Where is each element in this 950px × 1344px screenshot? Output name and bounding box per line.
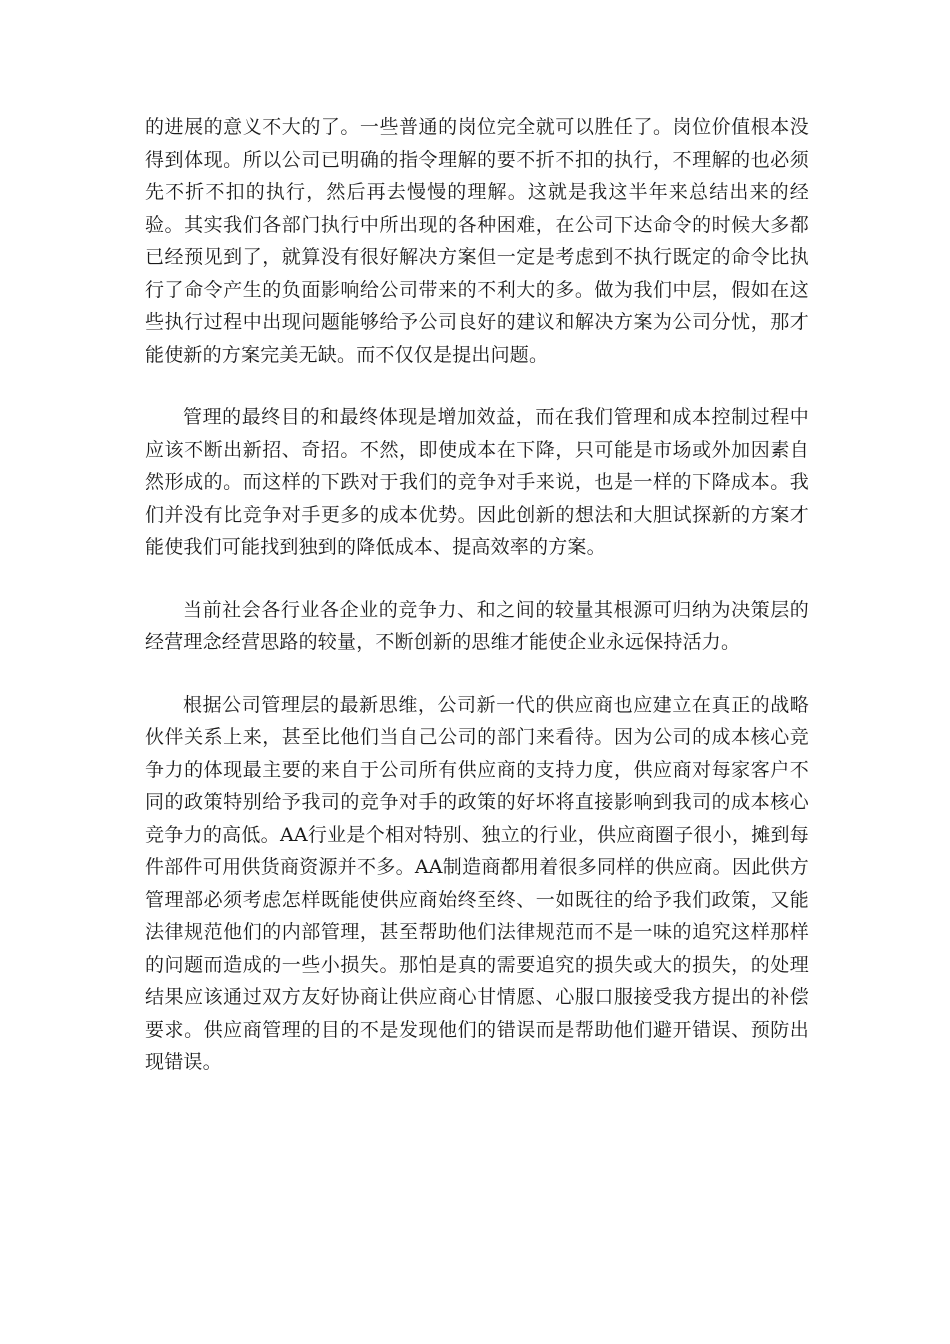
paragraph-4: 根据公司管理层的最新思维，公司新一代的供应商也应建立在真正的战略伙伴关系上来，甚至比他们当自己公司的部门来看待。因为公司的成本核心竞争力的体现最主要的来自于公司所有供应商的支持力度，供应商对每家客户不同的政策特别给予我司的竞争对手的政策的好坏将直接影响到我司的成本核心竞争力的高低。AA行业是个相对特别、独立的行业，供应商圈子很小，摊到每件部件可用供货商资源并不多。AA制造商都用着很多同样的供应商。因此供方管理部必须考虑怎样既能使供应商始终至终、一如既往的给予我们政策，又能法律规范他们的内部管理，甚至帮助他们法律规范而不是一味的追究这样那样的问题而造成的一些小损失。那怕是真的需要追究的损失或大的损失，的处理结果应该通过双方友好协商让供应商心甘情愿、心服口服接受我方提出的补偿要求。供应商管理的目的不是发现他们的错误而是帮助他们避开错误、预防出现错误。 <box>145 693 809 1073</box>
document-body <box>145 111 809 1109</box>
paragraph-1: 的进展的意义不大的了。一些普通的岗位完全就可以胜任了。岗位价值根本没得到体现。所以公司已明确的指令理解的要不折不扣的执行，不理解的也必须先不折不扣的执行，然后再去慢慢的理解。这就是我这半年来总结出来的经验。其实我们各部门执行中所出现的各种困难，在公司下达命令的时候大多都已经预见到了，就算没有很好解决方案但一定是考虑到不执行既定的命令比执行了命令产生的负面影响给公司带来的不利大的多。做为我们中层，假如在这些执行过程中出现问题能够给予公司良好的建议和解决方案为公司分忧，那才能使新的方案完美无缺。而不仅仅是提出问题。 <box>145 116 809 366</box>
paragraph-3: 当前社会各行业各企业的竞争力、和之间的较量其根源可归纳为决策层的经营理念经营思路的较量，不断创新的思维才能使企业永远保持活力。 <box>145 598 809 653</box>
paragraph-2: 管理的最终目的和最终体现是增加效益，而在我们管理和成本控制过程中应该不断出新招、奇招。不然，即使成本在下降，只可能是市场或外加因素自然形成的。而这样的下跌对于我们的竞争对手来说，也是一样的下降成本。我们并没有比竞争对手更多的成本优势。因此创新的想法和大胆试探新的方案才能使我们可能找到独到的降低成本、提高效率的方案。 <box>145 406 809 558</box>
